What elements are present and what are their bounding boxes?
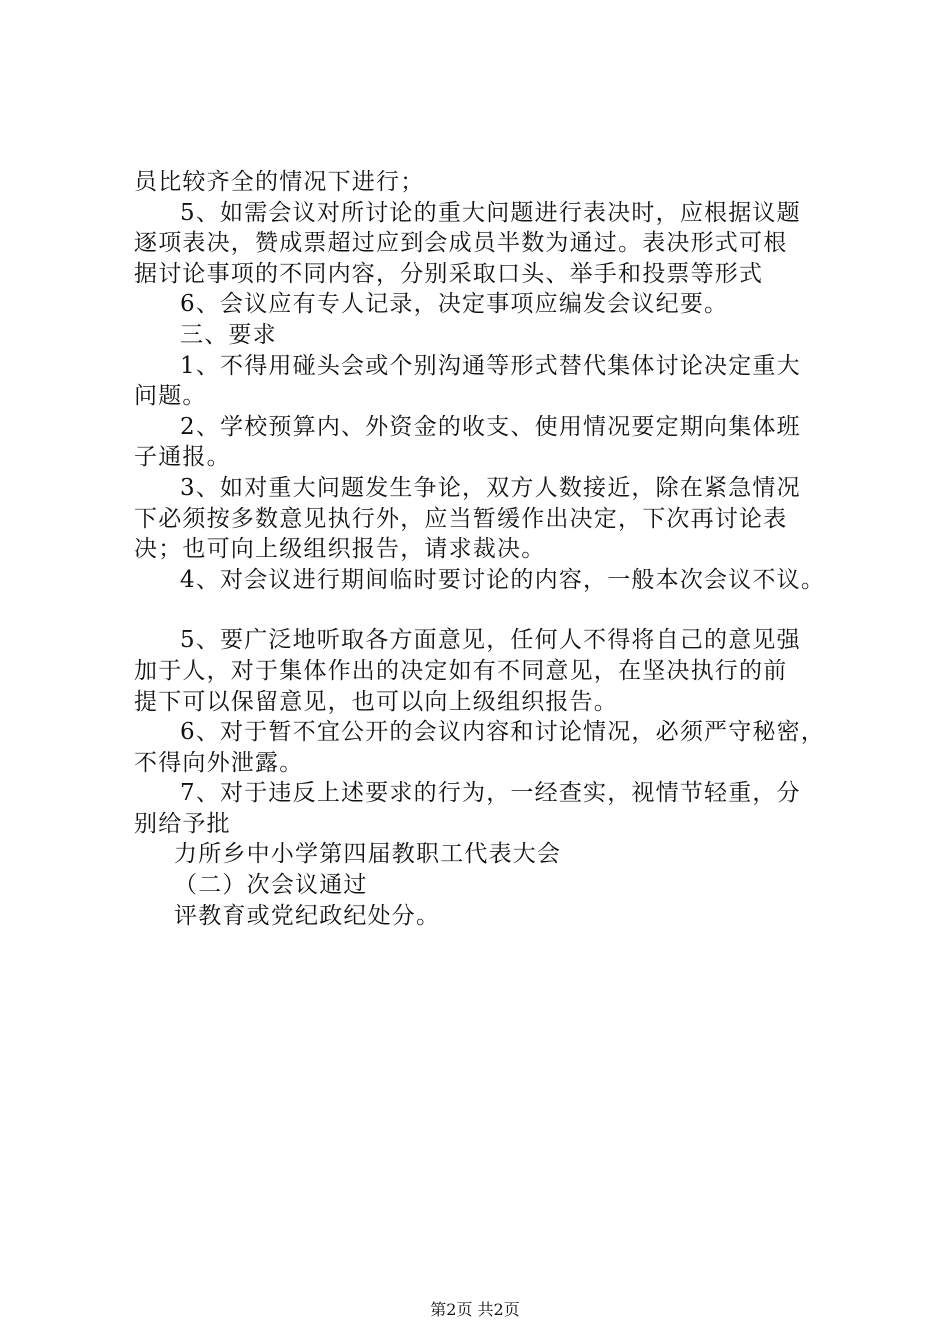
- text-line: 子通报。: [134, 444, 231, 471]
- text-line: 3、如对重大问题发生争论，双方人数接近，除在紧急情况: [180, 474, 801, 501]
- text-line: 别给予批: [134, 810, 231, 837]
- text-line: 评教育或党纪政纪处分。: [174, 902, 441, 929]
- text-line: 决；也可向上级组织报告，请求裁决。: [134, 536, 546, 563]
- paragraph-gap: [134, 595, 834, 625]
- text-line: 员比较齐全的情况下进行；: [134, 169, 425, 195]
- text-line: 6、会议应有专人记录，决定事项应编发会议纪要。: [180, 291, 729, 318]
- text-line: （二）次会议通过: [174, 872, 368, 899]
- text-line: 提下可以保留意见，也可以向上级组织报告。: [134, 688, 618, 715]
- text-line: 7、对于违反上述要求的行为，一经查实，视情节轻重，分: [180, 780, 801, 807]
- text-line: 逐项表决，赞成票超过应到会成员半数为通过。表决形式可根: [134, 230, 788, 257]
- text-line: 加于人，对于集体作出的决定如有不同意见，在坚决执行的前: [134, 657, 788, 684]
- document-body: [134, 167, 834, 931]
- text-line: 5、要广泛地听取各方面意见，任何人不得将自己的意见强: [180, 627, 801, 654]
- text-line: 下必须按多数意见执行外，应当暂缓作出决定，下次再讨论表: [134, 505, 788, 532]
- text-line: 据讨论事项的不同内容，分别采取口头、举手和投票等形式: [134, 260, 764, 287]
- text-line: 力所乡中小学第四届教职工代表大会: [174, 841, 562, 868]
- text-line: 问题。: [134, 383, 207, 410]
- text-line: 1、不得用碰头会或个别沟通等形式替代集体讨论决定重大: [180, 352, 801, 379]
- text-line: 2、学校预算内、外资金的收支、使用情况要定期向集体班: [180, 413, 801, 440]
- text-line: 4、对会议进行期间临时要讨论的内容，一般本次会议不议。: [180, 566, 826, 593]
- text-line: 不得向外泄露。: [134, 749, 304, 776]
- text-line: 5、如需会议对所讨论的重大问题进行表决时，应根据议题: [180, 199, 801, 226]
- page-number: 第2页 共2页: [430, 1300, 520, 1319]
- section-heading: 三、要求: [180, 321, 277, 348]
- text-line: 6、对于暂不宜公开的会议内容和讨论情况，必须严守秘密，: [180, 719, 826, 746]
